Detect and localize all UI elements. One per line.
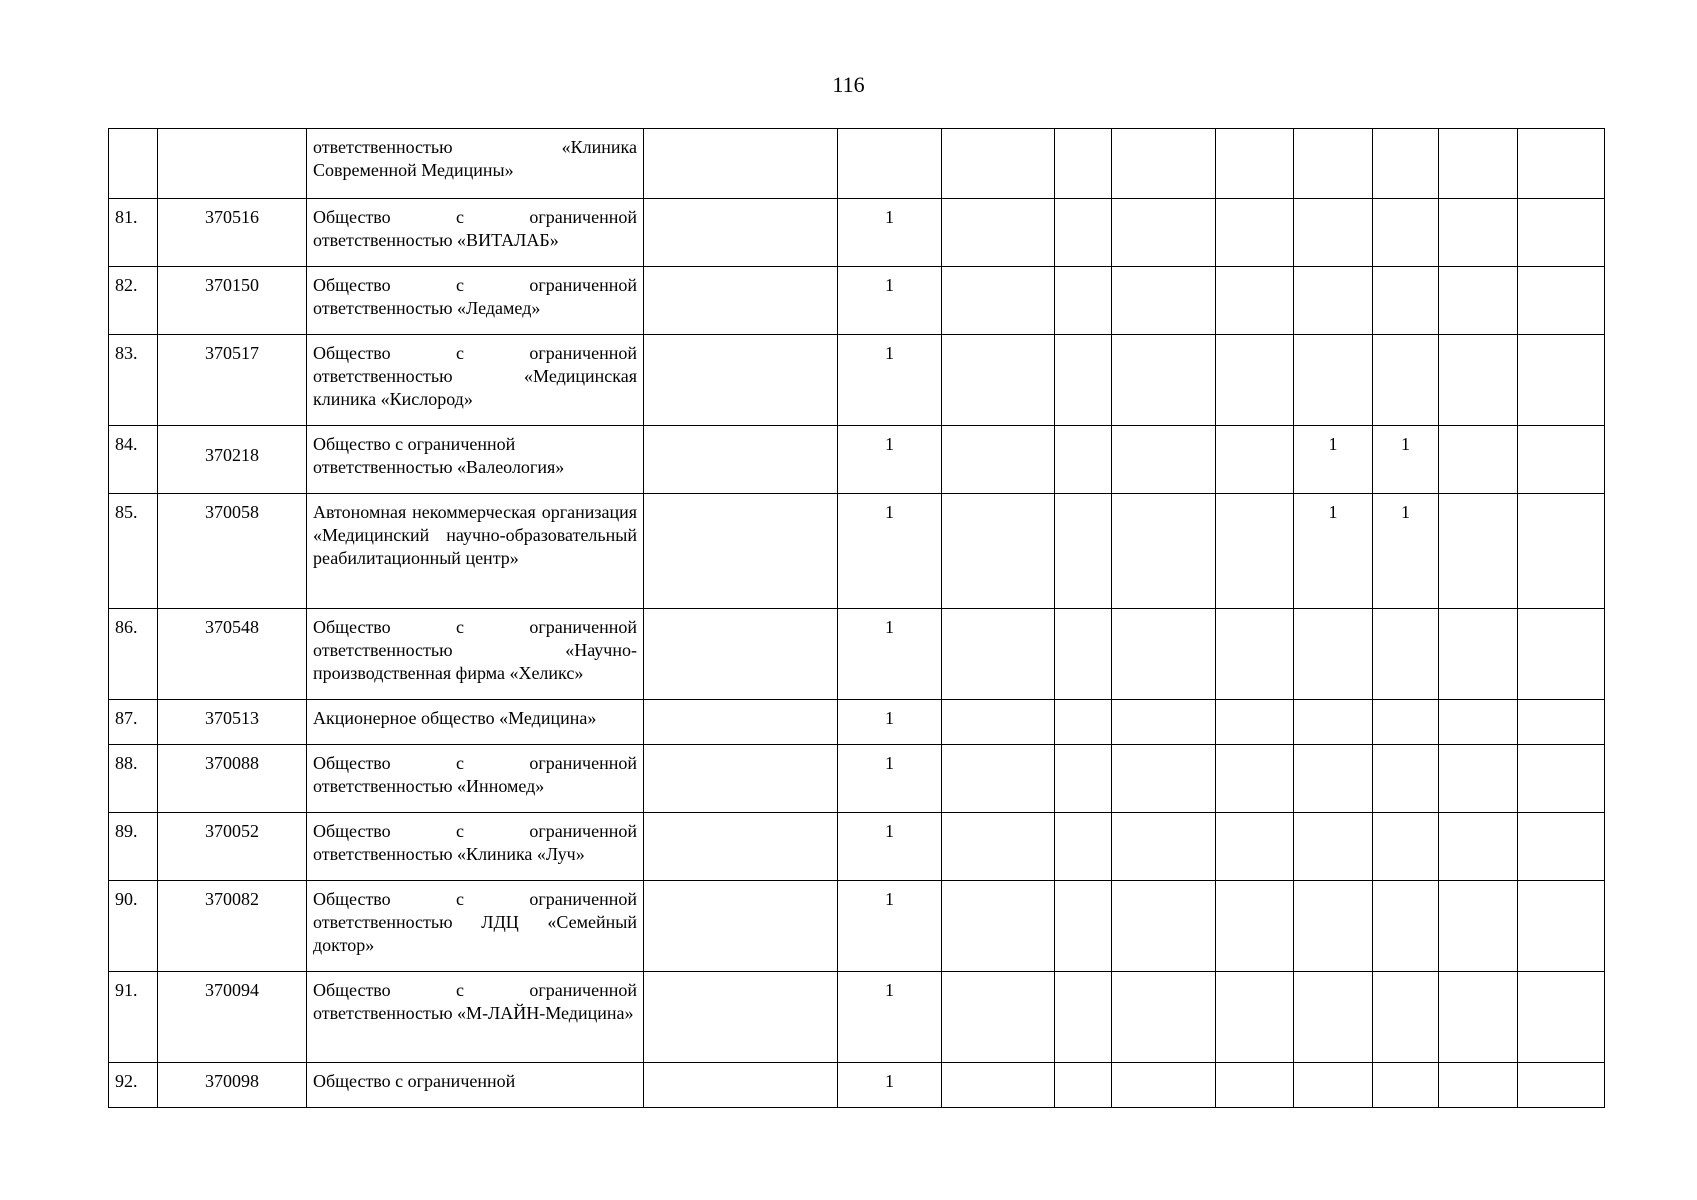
empty-cell <box>1112 199 1216 267</box>
organization-name-cell: Общество с ограниченной ответственностью «Ледамед» <box>307 267 644 335</box>
count-cell: 1 <box>1294 426 1373 494</box>
empty-cell <box>1112 335 1216 426</box>
row-number-cell: 84. <box>109 426 158 494</box>
empty-cell <box>1439 1063 1518 1108</box>
count-cell <box>1373 745 1439 813</box>
empty-cell <box>1518 813 1605 881</box>
empty-cell <box>1055 426 1112 494</box>
row-number-cell: 82. <box>109 267 158 335</box>
table-row <box>109 199 1605 267</box>
empty-cell <box>1112 745 1216 813</box>
count-cell <box>1294 199 1373 267</box>
count-cell <box>1294 813 1373 881</box>
empty-cell <box>942 494 1055 609</box>
count-cell: 1 <box>838 745 942 813</box>
row-number-cell: 90. <box>109 881 158 972</box>
count-cell: 1 <box>838 199 942 267</box>
count-cell <box>1373 700 1439 745</box>
empty-cell <box>1216 972 1294 1063</box>
count-cell <box>1373 129 1439 199</box>
empty-cell <box>644 494 838 609</box>
empty-cell <box>1439 426 1518 494</box>
count-cell <box>1294 972 1373 1063</box>
empty-cell <box>1216 129 1294 199</box>
empty-cell <box>1112 881 1216 972</box>
table-row <box>109 267 1605 335</box>
code-cell: 370052 <box>158 813 307 881</box>
code-cell: 370516 <box>158 199 307 267</box>
empty-cell <box>942 745 1055 813</box>
empty-cell <box>942 1063 1055 1108</box>
table-row <box>109 1063 1605 1108</box>
code-cell: 370082 <box>158 881 307 972</box>
empty-cell <box>942 267 1055 335</box>
empty-cell <box>1518 972 1605 1063</box>
count-cell: 1 <box>838 1063 942 1108</box>
row-number-cell: 83. <box>109 335 158 426</box>
count-cell: 1 <box>838 267 942 335</box>
empty-cell <box>644 745 838 813</box>
empty-cell <box>1518 700 1605 745</box>
organization-name-cell: Общество с ограниченной ответственностью «Инномед» <box>307 745 644 813</box>
empty-cell <box>1439 199 1518 267</box>
row-number-cell: 88. <box>109 745 158 813</box>
empty-cell <box>1055 609 1112 700</box>
empty-cell <box>1216 494 1294 609</box>
count-cell <box>838 129 942 199</box>
row-number-cell: 86. <box>109 609 158 700</box>
empty-cell <box>1055 881 1112 972</box>
table-row <box>109 700 1605 745</box>
table-row <box>109 494 1605 609</box>
table-row <box>109 129 1605 199</box>
empty-cell <box>942 426 1055 494</box>
empty-cell <box>1112 609 1216 700</box>
organization-name-cell: Общество с ограниченной ответственностью ЛДЦ «Семейный доктор» <box>307 881 644 972</box>
code-cell: 370058 <box>158 494 307 609</box>
empty-cell <box>1112 267 1216 335</box>
empty-cell <box>1112 426 1216 494</box>
empty-cell <box>1518 881 1605 972</box>
organization-name-cell: Общество с ограниченной ответственностью «Валеология» <box>307 426 644 494</box>
table-row <box>109 972 1605 1063</box>
count-cell <box>1294 1063 1373 1108</box>
empty-cell <box>1518 494 1605 609</box>
code-cell: 370088 <box>158 745 307 813</box>
count-cell <box>1373 609 1439 700</box>
empty-cell <box>1518 426 1605 494</box>
empty-cell <box>1439 129 1518 199</box>
empty-cell <box>1055 1063 1112 1108</box>
empty-cell <box>1518 1063 1605 1108</box>
empty-cell <box>644 972 838 1063</box>
empty-cell <box>1055 494 1112 609</box>
empty-cell <box>942 972 1055 1063</box>
organization-name-cell: ответственностью «Клиника Современной Медицины» <box>307 129 644 199</box>
empty-cell <box>1439 335 1518 426</box>
empty-cell <box>1216 335 1294 426</box>
count-cell <box>1294 700 1373 745</box>
empty-cell <box>1055 972 1112 1063</box>
count-cell <box>1373 1063 1439 1108</box>
organization-name-cell: Автономная некоммерческая организация «Медицинский научно-образовательный реабилитационный центр» <box>307 494 644 609</box>
organization-name-cell: Общество с ограниченной ответственностью «Научно-производственная фирма «Хеликс» <box>307 609 644 700</box>
table-row <box>109 881 1605 972</box>
count-cell: 1 <box>838 609 942 700</box>
empty-cell <box>1216 700 1294 745</box>
organization-name-cell: Общество с ограниченной <box>307 1063 644 1108</box>
empty-cell <box>1439 609 1518 700</box>
count-cell <box>1294 745 1373 813</box>
code-cell: 370098 <box>158 1063 307 1108</box>
empty-cell <box>1112 972 1216 1063</box>
empty-cell <box>942 335 1055 426</box>
empty-cell <box>644 813 838 881</box>
empty-cell <box>1112 700 1216 745</box>
empty-cell <box>1518 609 1605 700</box>
code-cell: 370094 <box>158 972 307 1063</box>
row-number-cell: 81. <box>109 199 158 267</box>
code-cell: 370150 <box>158 267 307 335</box>
count-cell: 1 <box>838 972 942 1063</box>
count-cell <box>1373 335 1439 426</box>
empty-cell <box>1055 129 1112 199</box>
empty-cell <box>1518 745 1605 813</box>
count-cell: 1 <box>838 700 942 745</box>
empty-cell <box>644 129 838 199</box>
empty-cell <box>1518 199 1605 267</box>
count-cell: 1 <box>838 335 942 426</box>
empty-cell <box>1216 267 1294 335</box>
empty-cell <box>942 129 1055 199</box>
empty-cell <box>942 881 1055 972</box>
empty-cell <box>1439 267 1518 335</box>
organization-name-cell: Общество с ограниченной ответственностью «Медицинская клиника «Кислород» <box>307 335 644 426</box>
code-cell: 370218 <box>158 426 307 494</box>
empty-cell <box>644 700 838 745</box>
empty-cell <box>1216 813 1294 881</box>
empty-cell <box>644 426 838 494</box>
empty-cell <box>1055 813 1112 881</box>
empty-cell <box>644 335 838 426</box>
table-body <box>109 129 1605 1108</box>
count-cell <box>1373 881 1439 972</box>
empty-cell <box>1518 335 1605 426</box>
empty-cell <box>1055 335 1112 426</box>
organization-name-cell: Общество с ограниченной ответственностью «Клиника «Луч» <box>307 813 644 881</box>
empty-cell <box>1216 745 1294 813</box>
empty-cell <box>644 1063 838 1108</box>
count-cell: 1 <box>838 494 942 609</box>
count-cell: 1 <box>838 426 942 494</box>
empty-cell <box>1216 881 1294 972</box>
count-cell <box>1294 609 1373 700</box>
empty-cell <box>1055 267 1112 335</box>
page-number: 116 <box>832 72 865 97</box>
code-cell: 370548 <box>158 609 307 700</box>
organizations-table <box>108 128 1605 1108</box>
code-cell: 370517 <box>158 335 307 426</box>
empty-cell <box>1055 199 1112 267</box>
count-cell <box>1294 881 1373 972</box>
count-cell <box>1373 972 1439 1063</box>
empty-cell <box>1216 199 1294 267</box>
row-number-cell: 85. <box>109 494 158 609</box>
organization-name-cell: Общество с ограниченной ответственностью «ВИТАЛАБ» <box>307 199 644 267</box>
organization-name-cell: Общество с ограниченной ответственностью «М-ЛАЙН-Медицина» <box>307 972 644 1063</box>
empty-cell <box>1439 813 1518 881</box>
empty-cell <box>1216 426 1294 494</box>
empty-cell <box>1216 609 1294 700</box>
empty-cell <box>644 267 838 335</box>
count-cell: 1 <box>1373 494 1439 609</box>
empty-cell <box>644 881 838 972</box>
count-cell: 1 <box>1294 494 1373 609</box>
count-cell <box>1373 813 1439 881</box>
empty-cell <box>1439 972 1518 1063</box>
row-number-cell: 89. <box>109 813 158 881</box>
count-cell <box>1294 267 1373 335</box>
empty-cell <box>942 813 1055 881</box>
table-row <box>109 426 1605 494</box>
row-number-cell: 91. <box>109 972 158 1063</box>
count-cell: 1 <box>838 813 942 881</box>
empty-cell <box>1055 700 1112 745</box>
empty-cell <box>1439 700 1518 745</box>
count-cell <box>1373 199 1439 267</box>
empty-cell <box>942 609 1055 700</box>
empty-cell <box>1112 494 1216 609</box>
empty-cell <box>1439 494 1518 609</box>
empty-cell <box>644 609 838 700</box>
row-number-cell <box>109 129 158 199</box>
empty-cell <box>1112 1063 1216 1108</box>
count-cell <box>1373 267 1439 335</box>
empty-cell <box>1439 881 1518 972</box>
row-number-cell: 87. <box>109 700 158 745</box>
empty-cell <box>1055 745 1112 813</box>
row-number-cell: 92. <box>109 1063 158 1108</box>
empty-cell <box>942 700 1055 745</box>
empty-cell <box>1112 129 1216 199</box>
table-row <box>109 609 1605 700</box>
count-cell: 1 <box>1373 426 1439 494</box>
empty-cell <box>644 199 838 267</box>
code-cell <box>158 129 307 199</box>
table-row <box>109 745 1605 813</box>
empty-cell <box>1112 813 1216 881</box>
count-cell: 1 <box>838 881 942 972</box>
table-row <box>109 335 1605 426</box>
count-cell <box>1294 335 1373 426</box>
organization-name-cell: Акционерное общество «Медицина» <box>307 700 644 745</box>
empty-cell <box>1216 1063 1294 1108</box>
empty-cell <box>942 199 1055 267</box>
empty-cell <box>1518 267 1605 335</box>
count-cell <box>1294 129 1373 199</box>
table-row <box>109 813 1605 881</box>
empty-cell <box>1518 129 1605 199</box>
code-cell: 370513 <box>158 700 307 745</box>
empty-cell <box>1439 745 1518 813</box>
